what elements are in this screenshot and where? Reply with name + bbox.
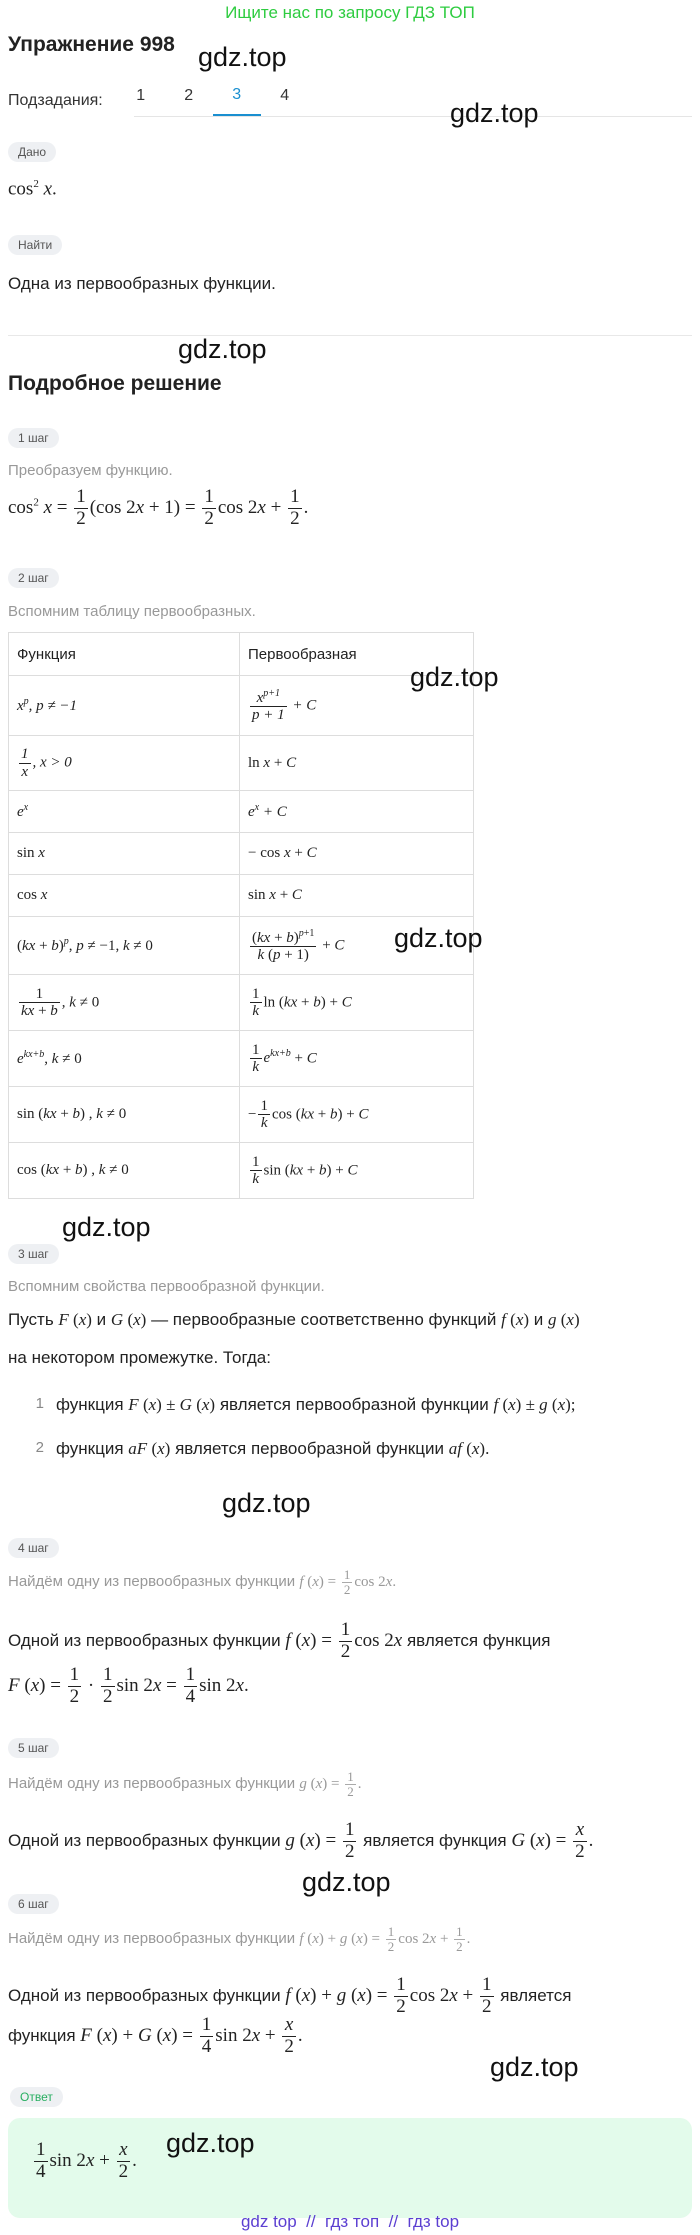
- watermark: gdz.top: [222, 1488, 311, 1518]
- list-item: 2 функция aF (x) является первообразной функции af (x).: [8, 1439, 576, 1459]
- step-6-text: Одной из первообразных функции f (x) + g (x) = $\frac{1}{2}$ cos 2x + $\frac{1}{2}$ является: [8, 1974, 572, 2017]
- table-row: [9, 1087, 474, 1143]
- list-item: 1 функция F (x) ± G (x) является первообразной функции f (x) ± g (x);: [8, 1395, 576, 1415]
- solution-title: Подробное решение: [8, 372, 222, 395]
- table-row: [9, 676, 474, 736]
- step-4-formula: F (x) = $\frac{1}{2}$ · $\frac{1}{2}$ sin 2x = $\frac{1}{4}$ sin 2x.: [8, 1664, 249, 1707]
- antiderivative-table: [8, 632, 474, 1199]
- section-divider: [8, 335, 692, 336]
- step-3-badge: 3 шаг: [8, 1244, 59, 1264]
- table-header-function: Функция: [9, 633, 240, 676]
- text-fragment: Одной из первообразных функции: [8, 1985, 281, 2005]
- given-badge: Дано: [8, 142, 56, 162]
- step-1-badge: 1 шаг: [8, 428, 59, 448]
- table-row: [9, 1143, 474, 1199]
- text-fragment: Одной из первообразных функции: [8, 1630, 281, 1650]
- step-5-badge: 5 шаг: [8, 1738, 59, 1758]
- step-2-hint: Вспомним таблицу первообразных.: [8, 603, 256, 620]
- tab-subtask-2[interactable]: 2: [184, 87, 194, 104]
- text-fragment: является первообразной функции: [175, 1439, 444, 1458]
- text-fragment: функция: [8, 2025, 76, 2045]
- step-6-text-cont: функция F (x) + G (x) = $\frac{1}{4}$ sin 2x + $\frac{x}{2}$ .: [8, 2014, 303, 2057]
- find-text: Одна из первообразных функции.: [8, 274, 276, 293]
- table-cell: $\frac{1}{kx + b}$ , k ≠ 0: [9, 975, 240, 1031]
- table-cell: $e^x$: [9, 791, 240, 833]
- subtasks-nav: [8, 86, 309, 116]
- step-3-intro-cont: на некотором промежутке. Тогда:: [8, 1348, 271, 1367]
- table-row: [9, 875, 474, 917]
- step-1-hint: Преобразуем функцию.: [8, 462, 173, 479]
- table-cell: $x^p$, p ≠ −1: [9, 676, 240, 736]
- step-4-hint: Найдём одну из первообразных функции f (x) = $\frac{1}{2}$ cos 2x.: [8, 1567, 397, 1598]
- table-cell: sin x + C: [240, 875, 474, 917]
- watermark: gdz.top: [490, 2052, 579, 2082]
- properties-list: [8, 1395, 576, 1483]
- text-fragment: функция: [56, 1439, 124, 1458]
- watermark: gdz.top: [166, 2128, 255, 2158]
- text-fragment: — первообразные соответственно функций: [151, 1310, 497, 1329]
- watermark: gdz.top: [302, 1867, 391, 1897]
- step-5-hint: Найдём одну из первообразных функции g (x) = $\frac{1}{2}$ .: [8, 1769, 362, 1800]
- text-fragment: Найдём одну из первообразных функции: [8, 1573, 296, 1591]
- table-cell: − $\frac{1}{k}$ cos (kx + b) + C: [240, 1087, 474, 1143]
- table-cell: $e^x + C$: [240, 791, 474, 833]
- text-fragment: является первообразной функции: [219, 1395, 489, 1414]
- step-6-hint: Найдём одну из первообразных функции f (x) + g (x) = $\frac{1}{2}$ cos 2x + $\frac{1}{2}$ .: [8, 1924, 471, 1955]
- watermark: gdz.top: [394, 923, 483, 953]
- table-cell: cos (kx + b) , k ≠ 0: [9, 1143, 240, 1199]
- text-fragment: является: [500, 1985, 572, 2005]
- footer-links[interactable]: gdz top // гдз топ // гдз top: [240, 2212, 460, 2231]
- text-fragment: и: [533, 1310, 544, 1329]
- table-cell: $\frac{1}{x}$ , x > 0: [9, 736, 240, 791]
- list-number: 1: [35, 1395, 44, 1412]
- text-fragment: является функция: [406, 1630, 551, 1650]
- find-badge: Найти: [8, 235, 62, 255]
- table-cell: $e^{kx+b}$, k ≠ 0: [9, 1031, 240, 1087]
- subtasks-label: Подзадания:: [8, 92, 103, 109]
- step-6-badge: 6 шаг: [8, 1894, 59, 1914]
- table-cell: $\frac{x^{p+1}}{p + 1}$ + C: [240, 676, 474, 736]
- answer-badge: Ответ: [10, 2087, 63, 2107]
- tab-subtask-3[interactable]: 3: [213, 86, 261, 116]
- table-cell: − cos x + C: [240, 833, 474, 875]
- watermark: gdz.top: [450, 98, 539, 128]
- text-fragment: Найдём одну из первообразных функции: [8, 1775, 296, 1793]
- table-row: [9, 975, 474, 1031]
- step-4-text: Одной из первообразных функции f (x) = $\frac{1}{2}$ cos 2x является функция: [8, 1619, 551, 1662]
- text-fragment: и: [96, 1310, 107, 1329]
- step-5-text: Одной из первообразных функции g (x) = $\frac{1}{2}$ является функция G (x) = $\frac{x}{2}$ .: [8, 1819, 594, 1862]
- table-cell: $\frac{(kx + b)^{p+1}}{k (p + 1)}$ + C: [240, 917, 474, 975]
- table-row: [9, 1031, 474, 1087]
- table-row: [9, 791, 474, 833]
- step-3-hint: Вспомним свойства первообразной функции.: [8, 1278, 325, 1295]
- table-cell: sin (kx + b) , k ≠ 0: [9, 1087, 240, 1143]
- table-header-antiderivative: Первообразная: [240, 633, 474, 676]
- table-cell: $\frac{1}{k}$ ln (kx + b) + C: [240, 975, 474, 1031]
- table-cell: ln x + C: [240, 736, 474, 791]
- step-4-badge: 4 шаг: [8, 1538, 59, 1558]
- table-row: [9, 833, 474, 875]
- table-cell: cos x: [9, 875, 240, 917]
- list-number: 2: [35, 1439, 44, 1456]
- step-1-formula: $\cos^2 x$ = $\frac{1}{2}$ (cos 2x + 1) = $\frac{1}{2}$ cos 2x + $\frac{1}{2}$ .: [8, 486, 309, 529]
- step-3-intro: Пусть F (x) и G (x) — первообразные соответственно функций f (x) и g (x): [8, 1310, 580, 1329]
- table-header-row: [9, 633, 474, 676]
- tabs-divider: [134, 116, 692, 117]
- given-value: $\cos^2 x$.: [8, 178, 57, 200]
- text-fragment: функция: [56, 1395, 124, 1414]
- search-banner: Ищите нас по запросу ГДЗ ТОП: [225, 3, 475, 22]
- text-fragment: Пусть: [8, 1310, 54, 1329]
- table-cell: $\frac{1}{k}$ $e^{kx+b} + C$: [240, 1031, 474, 1087]
- table-cell: (kx + b)$^p$, p ≠ −1, k ≠ 0: [9, 917, 240, 975]
- table-cell: sin x: [9, 833, 240, 875]
- table-row: [9, 736, 474, 791]
- text-fragment: Одной из первообразных функции: [8, 1830, 281, 1850]
- step-2-badge: 2 шаг: [8, 568, 59, 588]
- watermark: gdz.top: [410, 662, 499, 692]
- tab-subtask-1[interactable]: 1: [136, 87, 146, 104]
- answer-formula: $\frac{1}{4}$ sin 2x + $\frac{x}{2}$ .: [36, 2139, 137, 2182]
- watermark: gdz.top: [178, 334, 267, 364]
- table-cell: $\frac{1}{k}$ sin (kx + b) + C: [240, 1143, 474, 1199]
- tab-subtask-4[interactable]: 4: [280, 87, 290, 104]
- watermark: gdz.top: [62, 1212, 151, 1242]
- watermark: gdz.top: [198, 42, 287, 72]
- text-fragment: Найдём одну из первообразных функции: [8, 1930, 296, 1948]
- page-title: Упражнение 998: [8, 33, 175, 56]
- text-fragment: является функция: [363, 1830, 507, 1850]
